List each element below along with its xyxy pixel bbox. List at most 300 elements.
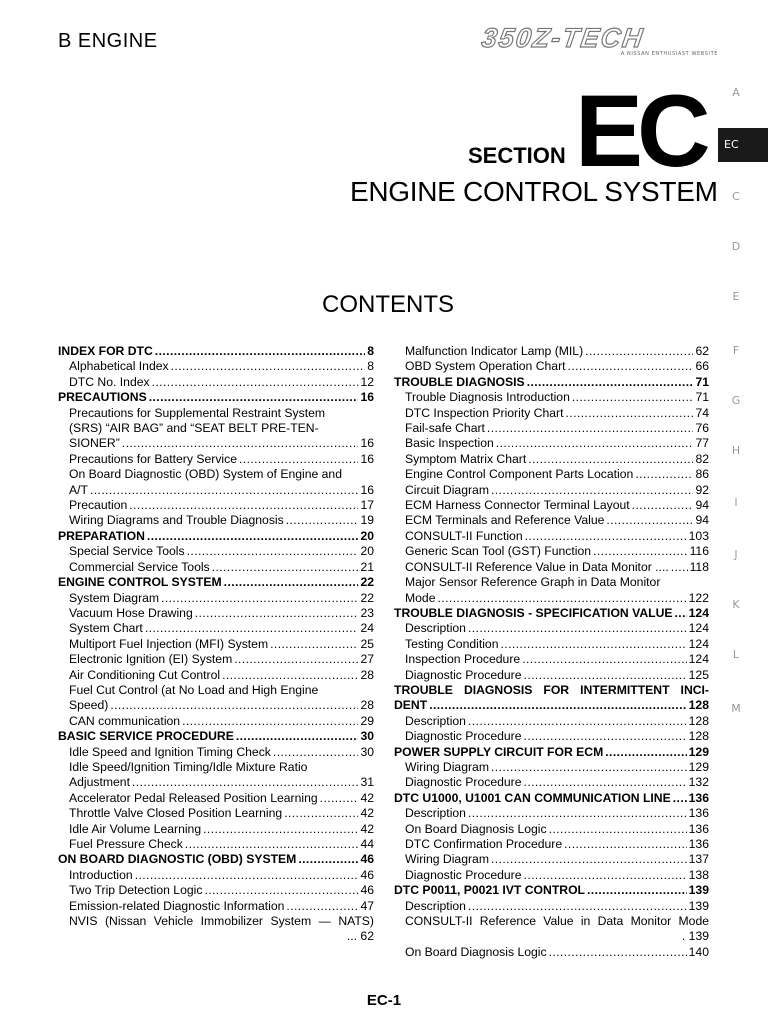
toc-section-entry[interactable] <box>58 852 374 867</box>
toc-entry[interactable] <box>58 791 374 806</box>
toc-entry[interactable] <box>394 760 709 775</box>
toc-entry[interactable] <box>58 837 374 852</box>
toc-entry-line <box>58 467 374 482</box>
toc-entry-title: Testing Condition <box>405 636 499 651</box>
toc-entry-title: ENGINE CONTROL SYSTEM <box>58 575 222 590</box>
dot-leader <box>320 791 359 806</box>
toc-entry[interactable] <box>394 837 709 852</box>
dot-leader <box>632 498 694 513</box>
toc-page-number: 94 <box>695 498 709 513</box>
dot-leader <box>606 513 693 528</box>
toc-entry[interactable] <box>394 544 709 559</box>
toc-entry[interactable] <box>58 698 374 713</box>
dot-leader <box>182 714 358 729</box>
toc-entry-title: POWER SUPPLY CIRCUIT FOR ECM <box>394 744 604 759</box>
toc-entry-title: Emission-related Diagnostic Information <box>69 898 285 913</box>
dot-leader <box>90 483 358 498</box>
toc-page-number: 71 <box>695 390 709 405</box>
toc-entry-title: Idle Speed/Ignition Timing/Idle Mixture Ratio <box>69 759 308 774</box>
toc-page-number: 16 <box>360 482 374 497</box>
dot-leader <box>491 483 693 498</box>
toc-entry[interactable] <box>58 899 374 914</box>
toc-entry-title: PRECAUTIONS <box>58 390 147 405</box>
toc-entry[interactable] <box>58 560 374 575</box>
dot-leader <box>524 775 687 790</box>
section-tab-m[interactable]: M <box>731 702 741 715</box>
dot-leader <box>572 390 694 405</box>
toc-entry-title: DTC No. Index <box>69 374 150 389</box>
dot-leader <box>129 498 358 513</box>
toc-entry-title: Generic Scan Tool (GST) Function <box>405 544 592 559</box>
toc-entry[interactable] <box>394 467 709 482</box>
toc-page-number: 24 <box>360 621 374 636</box>
toc-page-number: 42 <box>360 806 374 821</box>
toc-entry-title: OBD System Operation Chart <box>405 359 566 374</box>
toc-column-right <box>394 344 709 960</box>
toc-entry-title: Speed) <box>69 698 109 713</box>
toc-entry[interactable] <box>58 883 374 898</box>
toc-entry[interactable] <box>394 637 709 652</box>
dot-leader <box>587 883 687 898</box>
dot-leader <box>671 560 688 575</box>
toc-entry[interactable] <box>58 714 374 729</box>
toc-entry-line <box>58 421 374 436</box>
section-tab-l[interactable]: L <box>732 648 740 661</box>
toc-section-entry[interactable] <box>394 375 709 390</box>
toc-entry[interactable] <box>58 668 374 683</box>
toc-entry-title: TROUBLE DIAGNOSIS - SPECIFICATION VALUE <box>394 605 673 620</box>
dot-leader <box>549 945 687 960</box>
toc-page-number: 30 <box>360 729 374 744</box>
toc-entry[interactable] <box>394 714 709 729</box>
dot-leader <box>236 729 359 744</box>
toc-entry[interactable] <box>394 729 709 744</box>
toc-page-number: 128 <box>688 713 709 728</box>
toc-section-entry[interactable] <box>58 729 374 744</box>
section-tab-g[interactable]: G <box>731 394 741 407</box>
toc-entry[interactable] <box>58 606 374 621</box>
toc-section-entry[interactable] <box>58 575 374 590</box>
dot-leader <box>298 852 358 867</box>
toc-entry-title: Precautions for Supplemental Restraint System <box>69 405 326 420</box>
toc-entry-title: Wiring Diagrams and Trouble Diagnosis <box>69 513 284 528</box>
toc-entry[interactable] <box>394 421 709 436</box>
toc-entry[interactable] <box>58 868 374 883</box>
toc-page-number: 118 <box>689 559 709 574</box>
dot-leader <box>524 868 687 883</box>
toc-entry-title: Vacuum Hose Drawing <box>69 605 193 620</box>
toc-entry-title: DTC U1000, U1001 CAN COMMUNICATION LINE <box>394 790 671 805</box>
toc-entry[interactable] <box>58 513 374 528</box>
toc-entry-title: Fail-safe Chart <box>405 421 485 436</box>
toc-page-number: 128 <box>688 698 709 713</box>
toc-entry[interactable] <box>394 775 709 790</box>
toc-entry-title: DTC Confirmation Procedure <box>405 837 563 851</box>
toc-page-number: 44 <box>360 837 374 851</box>
dot-leader <box>566 406 694 421</box>
toc-entry[interactable] <box>58 498 374 513</box>
section-tab-k[interactable]: K <box>732 598 740 611</box>
toc-page-number: 139 <box>688 898 709 913</box>
dot-leader <box>145 621 359 636</box>
dot-leader <box>487 421 694 436</box>
toc-entry-title: TROUBLE DIAGNOSIS <box>394 374 525 389</box>
dot-leader <box>110 698 358 713</box>
dot-leader <box>239 452 358 467</box>
toc-entry-title: Diagnostic Procedure <box>405 729 522 744</box>
toc-entry-title: Engine Control Component Parts Location <box>405 467 634 482</box>
toc-entry-title: Wiring Diagram <box>405 759 489 774</box>
toc-entry-title: DTC Inspection Priority Chart <box>405 405 564 420</box>
toc-page-number: 94 <box>695 513 709 528</box>
toc-entry[interactable] <box>394 560 709 575</box>
toc-entry[interactable] <box>58 775 374 790</box>
toc-entry-line <box>58 406 374 421</box>
toc-page-number: 128 <box>688 729 709 744</box>
dot-leader <box>635 467 693 482</box>
toc-page-number: 122 <box>688 590 709 605</box>
toc-entry-title: SIONER” <box>69 436 120 451</box>
toc-page-number: 27 <box>360 652 374 667</box>
toc-page-number: 22 <box>360 590 374 605</box>
toc-page-number: 74 <box>695 405 709 420</box>
dot-leader <box>527 375 694 390</box>
toc-entry[interactable] <box>58 483 374 498</box>
dot-leader <box>438 591 687 606</box>
toc-page-number: 103 <box>688 528 709 543</box>
toc-page-number: 47 <box>360 898 374 913</box>
dot-leader <box>491 852 687 867</box>
toc-entry-title: A/T <box>69 482 88 497</box>
section-tab-i[interactable]: I <box>734 496 738 509</box>
toc-entry-title: Circuit Diagram <box>405 482 489 497</box>
dot-leader <box>147 529 359 544</box>
toc-entry-title: TROUBLE DIAGNOSIS FOR INTERMITTENT INCI- <box>394 682 709 697</box>
toc-entry[interactable] <box>58 375 374 390</box>
toc-entry-title: BASIC SERVICE PROCEDURE <box>58 729 234 744</box>
toc-entry-title: Electronic Ignition (EI) System <box>69 652 233 667</box>
toc-entry[interactable] <box>58 745 374 760</box>
toc-entry[interactable] <box>394 452 709 467</box>
toc-entry[interactable] <box>394 652 709 667</box>
toc-page-number: 46 <box>360 867 374 882</box>
logo-wordmark: 350Z-TECH <box>479 23 647 53</box>
page-number: EC-1 <box>366 992 402 1009</box>
section-word: SECTION <box>468 143 566 168</box>
toc-page-number: 16 <box>360 451 374 466</box>
toc-page-number: 20 <box>360 544 374 559</box>
toc-page-number: 46 <box>360 852 374 867</box>
toc-entry[interactable] <box>58 621 374 636</box>
toc-page-number: 136 <box>688 837 709 851</box>
toc-entry-title: Diagnostic Procedure <box>405 775 522 790</box>
toc-page-number: 22 <box>360 575 374 590</box>
toc-entry[interactable] <box>58 637 374 652</box>
dot-leader <box>187 544 359 559</box>
toc-entry-title: INDEX FOR DTC <box>58 344 153 358</box>
dot-leader <box>549 822 687 837</box>
toc-section-entry[interactable] <box>58 529 374 544</box>
dot-leader <box>525 529 687 544</box>
toc-entry-title: Diagnostic Procedure <box>405 867 522 882</box>
dot-leader <box>135 868 359 883</box>
toc-entry-title: CONSULT-II Reference Value in Data Monitor Mode <box>405 914 709 929</box>
toc-entry-title: Trouble Diagnosis Introduction <box>405 390 570 405</box>
toc-page-number: 124 <box>688 605 709 620</box>
toc-page-number: 21 <box>360 559 374 574</box>
toc-entry-title: Special Service Tools <box>69 544 185 559</box>
toc-entry-title: System Diagram <box>69 590 160 605</box>
toc-entry-title: Malfunction Indicator Lamp (MIL) <box>405 344 584 358</box>
dot-leader <box>468 621 687 636</box>
toc-entry[interactable] <box>58 591 374 606</box>
toc-section-entry[interactable] <box>58 390 374 405</box>
toc-entry[interactable] <box>394 806 709 821</box>
dot-leader <box>155 344 365 359</box>
toc-page-number: 129 <box>688 744 709 759</box>
toc-entry[interactable] <box>58 436 374 451</box>
toc-entry-title: CONSULT-II Function <box>405 528 523 543</box>
toc-page-number: 17 <box>360 498 374 513</box>
toc-entry[interactable] <box>394 513 709 528</box>
toc-entry-line <box>394 575 709 590</box>
toc-page-number: 66 <box>695 359 709 374</box>
section-tab-j[interactable]: J <box>734 548 738 561</box>
dot-leader <box>212 560 359 575</box>
toc-entry-title: PREPARATION <box>58 528 145 543</box>
toc-section-entry[interactable] <box>394 745 709 760</box>
dot-leader <box>496 436 694 451</box>
toc-entry-title: Inspection Procedure <box>405 652 521 667</box>
toc-entry-title: Basic Inspection <box>405 436 494 451</box>
toc-entry[interactable] <box>394 929 709 944</box>
toc-entry-line <box>58 914 374 929</box>
dot-leader <box>171 359 366 374</box>
toc-page-number: 136 <box>688 790 709 805</box>
toc-entry-title: ECM Harness Connector Terminal Layout <box>405 498 630 513</box>
toc-entry-title: Commercial Service Tools <box>69 559 210 574</box>
toc-entry-title: Symptom Matrix Chart <box>405 451 527 466</box>
toc-entry[interactable] <box>394 483 709 498</box>
toc-entry-line <box>394 683 709 698</box>
toc-page-number: 82 <box>695 451 709 466</box>
toc-entry[interactable] <box>394 899 709 914</box>
toc-entry-title: Throttle Valve Closed Position Learning <box>69 806 283 821</box>
dot-leader <box>149 390 359 405</box>
toc-entry-title: Fuel Pressure Check <box>69 837 183 851</box>
dot-leader <box>593 544 688 559</box>
toc-entry-title: Precautions for Battery Service <box>69 451 237 466</box>
toc-entry-title: Description <box>405 806 466 821</box>
toc-entry-title: Fuel Cut Control (at No Load and High Engine <box>69 682 319 697</box>
toc-page-number: 30 <box>360 744 374 759</box>
section-tab-h[interactable]: H <box>731 444 741 457</box>
section-tab-e[interactable]: E <box>732 290 740 303</box>
dot-leader <box>564 837 687 852</box>
dot-leader <box>222 668 358 683</box>
toc-entry-title: Idle Air Volume Learning <box>69 821 202 836</box>
toc-page-number: 116 <box>689 544 709 559</box>
toc-entry[interactable] <box>394 529 709 544</box>
toc-entry-title: Diagnostic Procedure <box>405 667 522 682</box>
toc-entry[interactable] <box>58 452 374 467</box>
dot-leader <box>675 606 687 621</box>
toc-page-number: 62 <box>695 344 709 358</box>
toc-entry-title: Introduction <box>69 867 133 882</box>
toc-page-number: 136 <box>688 806 709 821</box>
section-title: ENGINE CONTROL SYSTEM <box>350 176 718 207</box>
dot-leader <box>161 591 358 606</box>
toc-entry[interactable] <box>394 868 709 883</box>
toc-page-number: 124 <box>688 652 709 667</box>
toc-page-number: 25 <box>360 636 374 651</box>
dot-leader <box>605 745 686 760</box>
dot-leader <box>224 575 359 590</box>
toc-page-number: 124 <box>688 636 709 651</box>
toc-page-number: 8 <box>367 344 374 358</box>
dot-leader <box>152 375 359 390</box>
toc-entry-title: ECM Terminals and Reference Value <box>405 513 605 528</box>
toc-entry[interactable] <box>394 436 709 451</box>
dot-leader <box>286 899 358 914</box>
toc-entry-title: On Board Diagnostic (OBD) System of Engine and <box>69 467 342 482</box>
dot-leader <box>468 899 687 914</box>
toc-page-number: 42 <box>360 790 374 805</box>
dot-leader <box>491 760 687 775</box>
toc-page-number: . 139 <box>681 929 709 944</box>
section-group-label: B ENGINE <box>58 30 158 52</box>
toc-entry-title: (SRS) “AIR BAG” and “SEAT BELT PRE-TEN- <box>69 421 319 436</box>
toc-entry[interactable] <box>394 852 709 867</box>
toc-entry-title: CONSULT-II Reference Value in Data Monitor .... <box>405 559 669 574</box>
toc-entry-title: System Chart <box>69 621 143 636</box>
dot-leader <box>673 791 687 806</box>
toc-page-number: ... 62 <box>346 929 374 944</box>
toc-entry-title: Description <box>405 898 466 913</box>
toc-page-number: 138 <box>688 867 709 882</box>
toc-page-number: 124 <box>688 621 709 636</box>
toc-entry-title: Air Conditioning Cut Control <box>69 667 221 682</box>
site-logo <box>479 23 722 60</box>
toc-entry-title: Idle Speed and Ignition Timing Check <box>69 744 271 759</box>
logo-tagline: A NISSAN ENTHUSIAST WEBSITE <box>620 51 718 57</box>
toc-page-number: 23 <box>360 605 374 620</box>
toc-entry-title: Accelerator Pedal Released Position Learning <box>69 790 318 805</box>
toc-page-number: 125 <box>688 667 709 682</box>
toc-entry[interactable] <box>58 929 374 944</box>
section-tab-c[interactable]: C <box>732 190 740 203</box>
toc-page-number: 140 <box>688 944 709 959</box>
toc-section-entry[interactable] <box>394 606 709 621</box>
toc-entry[interactable] <box>394 498 709 513</box>
toc-page-number: 12 <box>360 374 374 389</box>
toc-page-number: 19 <box>360 513 374 528</box>
dot-leader <box>585 344 693 359</box>
toc-section-entry[interactable] <box>394 883 709 898</box>
dot-leader <box>528 452 693 467</box>
toc-entry-title: DTC P0011, P0021 IVT CONTROL <box>394 883 586 898</box>
toc-section-entry[interactable] <box>58 344 374 359</box>
toc-entry-title: Major Sensor Reference Graph in Data Monitor <box>405 575 661 590</box>
dot-leader <box>524 729 687 744</box>
toc-entry-title: Alphabetical Index <box>69 359 169 374</box>
dot-leader <box>429 698 686 713</box>
toc-entry[interactable] <box>394 945 709 960</box>
toc-entry-line <box>58 760 374 775</box>
section-tab-d[interactable]: D <box>731 240 741 253</box>
toc-entry[interactable] <box>58 544 374 559</box>
toc-entry[interactable] <box>394 591 709 606</box>
dot-leader <box>270 637 358 652</box>
section-tab-a[interactable]: A <box>732 86 740 99</box>
toc-entry[interactable] <box>394 406 709 421</box>
dot-leader <box>284 806 358 821</box>
toc-entry[interactable] <box>58 359 374 374</box>
toc-entry-title: Wiring Diagram <box>405 852 489 867</box>
toc-entry-title: CAN communication <box>69 713 181 728</box>
toc-entry[interactable] <box>394 822 709 837</box>
toc-entry[interactable] <box>394 344 709 359</box>
dot-leader <box>203 822 358 837</box>
contents-heading: CONTENTS <box>322 291 454 318</box>
toc-section-entry[interactable] <box>394 791 709 806</box>
toc-page-number: 132 <box>688 775 709 790</box>
toc-page-number: 16 <box>360 436 374 451</box>
toc-entry[interactable] <box>394 359 709 374</box>
toc-entry-title: Mode <box>405 590 436 605</box>
toc-page-number: 28 <box>360 698 374 713</box>
dot-leader <box>185 837 359 852</box>
toc-page-number: 16 <box>360 390 374 405</box>
toc-entry-title: Adjustment <box>69 775 130 790</box>
toc-page-number: 92 <box>695 482 709 497</box>
toc-section-entry[interactable] <box>394 698 709 713</box>
toc-entry-title: On Board Diagnosis Logic <box>405 944 547 959</box>
toc-page-number: 28 <box>360 667 374 682</box>
toc-entry[interactable] <box>394 390 709 405</box>
dot-leader <box>286 513 359 528</box>
toc-page-number: 139 <box>688 883 709 898</box>
dot-leader <box>524 668 687 683</box>
toc-entry-title: Multiport Fuel Injection (MFI) System <box>69 636 269 651</box>
toc-page-number: 86 <box>695 467 709 482</box>
toc-page-number: 8 <box>367 359 374 374</box>
toc-page-number: 136 <box>688 821 709 836</box>
toc-entry-line <box>394 914 709 929</box>
toc-page-number: 20 <box>360 528 374 543</box>
dot-leader <box>501 637 687 652</box>
toc-page-number: 31 <box>360 775 374 790</box>
toc-page-number: 76 <box>695 421 709 436</box>
toc-page-number: 42 <box>360 821 374 836</box>
toc-entry[interactable] <box>58 652 374 667</box>
toc-entry-title: Precaution <box>69 498 128 513</box>
toc-entry[interactable] <box>58 822 374 837</box>
dot-leader <box>522 652 686 667</box>
toc-entry[interactable] <box>394 621 709 636</box>
toc-page-number: 129 <box>688 759 709 774</box>
dot-leader <box>468 806 687 821</box>
toc-entry-title: DENT <box>394 698 428 713</box>
dot-leader <box>568 359 694 374</box>
toc-entry[interactable] <box>58 806 374 821</box>
toc-entry-title: Description <box>405 713 466 728</box>
section-tab-f[interactable]: F <box>732 344 740 357</box>
toc-entry[interactable] <box>394 668 709 683</box>
dot-leader <box>273 745 359 760</box>
dot-leader <box>122 436 359 451</box>
section-tab-ec[interactable]: EC <box>718 128 768 162</box>
